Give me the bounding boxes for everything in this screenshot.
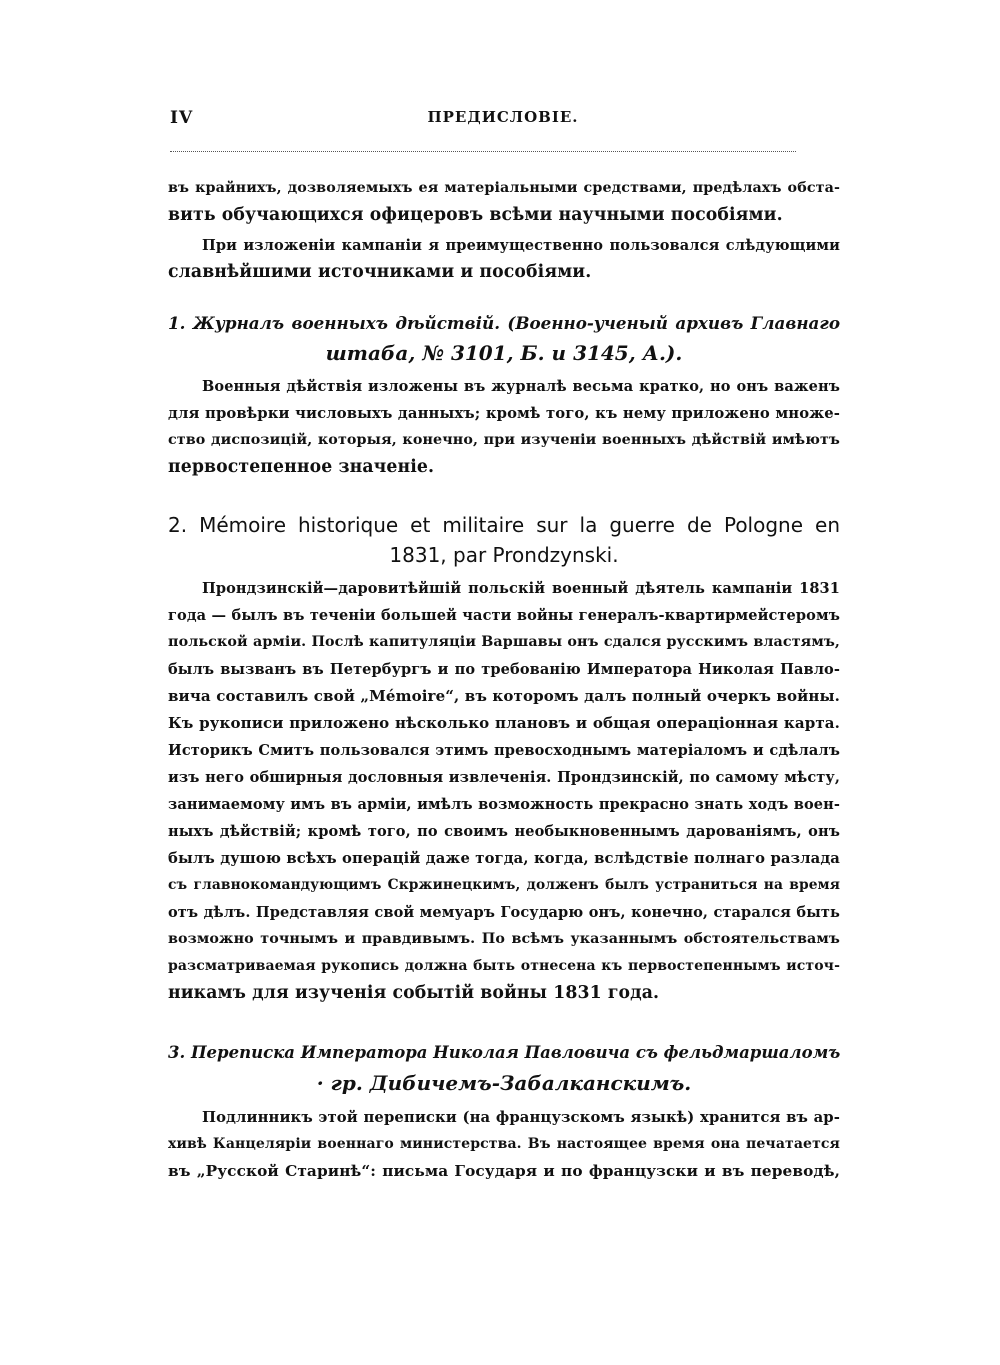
text-line: для провѣрки числовыхъ данныхъ; кромѣ того, къ нему приложено множе- [168,405,840,422]
text-line: разсматриваемая рукопись должна быть отнесена къ первостепеннымъ источ- [168,958,840,974]
text-line: вить обучающихся офицеровъ всѣми научными пособіями. [168,205,783,225]
text-line: При изложеніи кампаніи я преимущественно пользовался слѣдующими [202,237,840,254]
section-3-heading [168,1038,840,1098]
text-line: занимаемому имъ въ арміи, имѣлъ возможность прекрасно знать ходъ воен- [168,796,840,813]
intro-paragraphs [168,175,840,286]
text-line: Подлинникъ этой переписки (на французскомъ языкѣ) хранится въ ар- [202,1109,840,1126]
heading-line: 1. Журналъ военныхъ дѣйствій. (Военно-ученый архивъ Главнаго [168,313,840,333]
text-line: былъ душою всѣхъ операцій даже тогда, когда, вслѣдствіе полнаго разлада [168,850,840,867]
text-line: польской арміи. Послѣ капитуляціи Варшавы онъ сдался русскимъ властямъ, [168,634,840,650]
page-number: IV [170,108,194,128]
section-1-body [168,373,840,481]
heading-line: 2. Mémoire historique et militaire sur la guerre de Pologne en [168,513,840,537]
text-line: вича составилъ свой „Mémoire“, въ которомъ далъ полный очеркъ войны. [168,687,840,705]
text-line: отъ дѣлъ. Представляя свой мемуаръ Государю онъ, конечно, старался быть [168,904,840,921]
text-line: въ крайнихъ, дозволяемыхъ ея матеріальными средствами, предѣлахъ обста- [168,180,840,196]
text-line: изъ него обширныя дословныя извлеченія. Прондзинскій, по самому мѣсту, [168,769,840,786]
heading-line: штаба, № 3101, Б. и 3145, А.). [325,341,683,365]
text-line: Прондзинскій—даровитѣйшій польскій военный дѣятель кампаніи 1831 [202,580,840,597]
text-line: Историкъ Смитъ пользовался этимъ превосходнымъ матеріаломъ и сдѣлалъ [168,742,840,759]
text-line: ство диспозицій, которыя, конечно, при изученіи военныхъ дѣйствій имѣютъ [168,432,840,448]
text-line: никамъ для изученія событій войны 1831 года. [168,983,660,1003]
running-title: ПРЕДИСЛОВІЕ. [427,108,579,126]
heading-line: · гр. Дибичемъ-Забалканскимъ. [316,1071,692,1095]
text-line: первостепенное значеніе. [168,457,435,477]
heading-line: 1831, par Prondzynski. [389,543,619,567]
text-line: Къ рукописи приложено нѣсколько плановъ и общая операціонная карта. [168,714,840,732]
section-3-body [168,1104,840,1185]
running-head [168,108,838,136]
text-line: хивѣ Канцеляріи военнаго министерства. Въ настоящее время она печатается [168,1136,840,1152]
text-line: ныхъ дѣйствій; кромѣ того, по своимъ необыкновеннымъ дарованіямъ, онъ [168,823,840,840]
section-1-heading [168,308,840,368]
text-line: года — былъ въ теченіи большей части войны генералъ-квартирмейстеромъ [168,607,840,624]
text-line: возможно точнымъ и правдивымъ. По всѣмъ указаннымъ обстоятельствамъ [168,931,840,947]
text-line: въ „Русской Старинѣ“: письма Государя и по французски и въ переводѣ, [168,1162,840,1180]
text-line: Военныя дѣйствія изложены въ журналѣ весьма кратко, но онъ важенъ [202,378,840,395]
heading-line: 3. Переписка Императора Николая Павловича съ фельдмаршаломъ [168,1043,841,1062]
text-line: славнѣйшими источниками и пособіями. [168,262,592,282]
text-line: былъ вызванъ въ Петербургъ и по требованію Императора Николая Павло- [168,661,840,678]
header-rule [170,151,796,152]
section-2-heading [168,510,840,570]
section-2-body [168,575,840,1007]
text-line: съ главнокомандующимъ Скржинецкимъ, долженъ былъ устраниться на время [168,877,840,893]
